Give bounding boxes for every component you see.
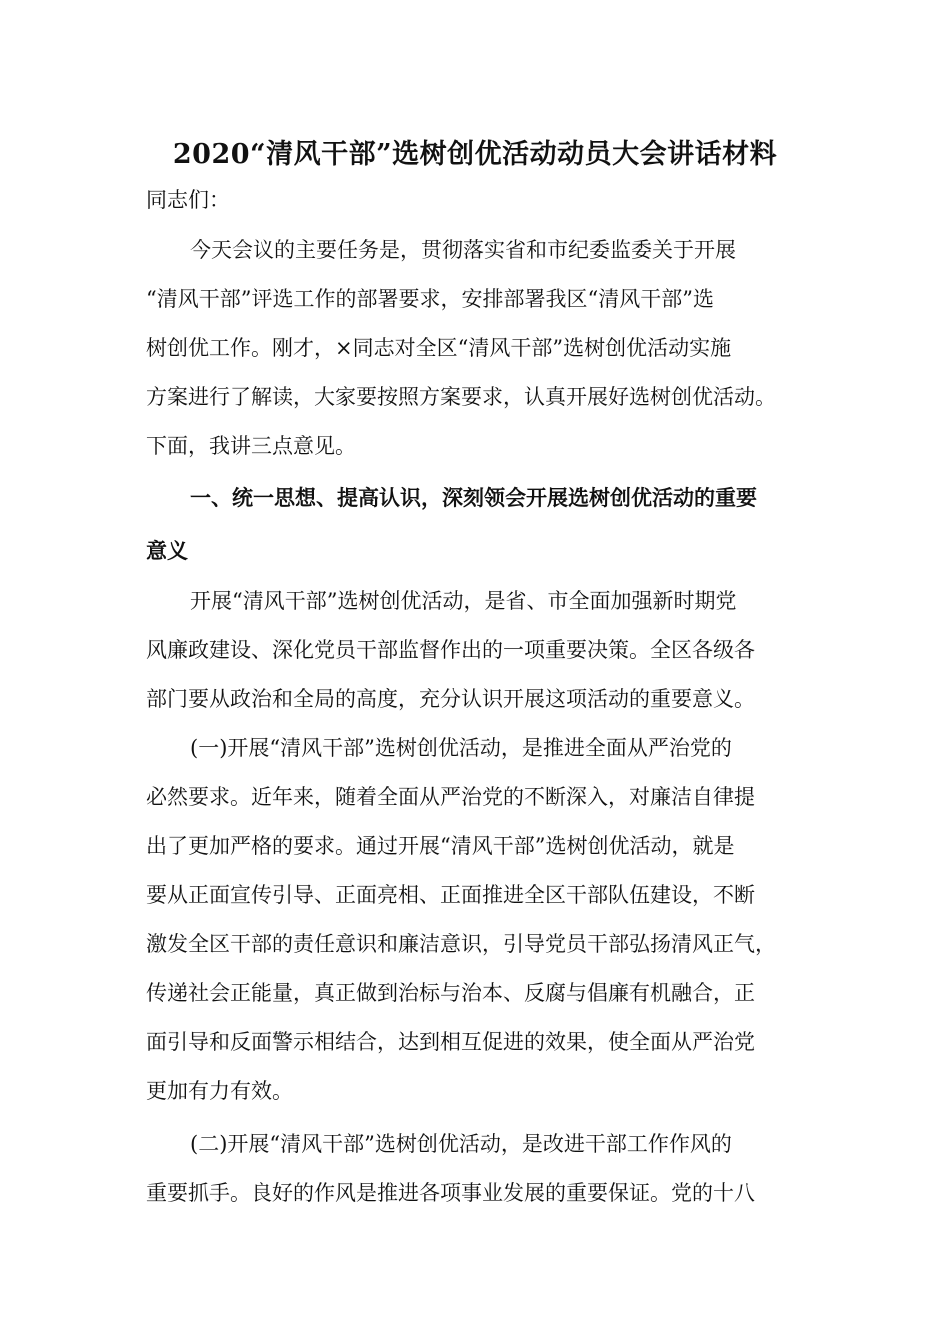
paragraph-line: 重要抓手。良好的作风是推进各项事业发展的重要保证。党的十八: [146, 1181, 755, 1205]
paragraph-line: 方案进行了解读，大家要按照方案要求，认真开展好选树创优活动。: [146, 385, 776, 409]
paragraph-line: 开展“清风干部”选树创优活动，是省、市全面加强新时期党: [190, 589, 737, 613]
heading-line: 一、统一思想、提高认识，深刻领会开展选树创优活动的重要: [190, 485, 757, 510]
paragraph-line: 下面，我讲三点意见。: [146, 434, 356, 458]
paragraph-point-2: [146, 1120, 806, 1218]
salutation: 同志们：: [146, 188, 230, 212]
paragraph-significance: [146, 577, 806, 724]
paragraph-intro: [146, 226, 806, 471]
paragraph-line: 树创优工作。刚才，×同志对全区“清风干部”选树创优活动实施: [146, 336, 732, 360]
paragraph-line: 要从正面宣传引导、正面亮相、正面推进全区干部队伍建设，不断: [146, 883, 755, 907]
paragraph-line: 出了更加严格的要求。通过开展“清风干部”选树创优活动，就是: [146, 834, 735, 858]
paragraph-line: 传递社会正能量，真正做到治标与治本、反腐与倡廉有机融合，正: [146, 981, 755, 1005]
paragraph-line: 部门要从政治和全局的高度，充分认识开展这项活动的重要意义。: [146, 687, 755, 711]
section-heading-1: [146, 471, 806, 577]
paragraph-line: 更加有力有效。: [146, 1079, 293, 1103]
paragraph-line: (一)开展“清风干部”选树创优活动，是推进全面从严治党的: [190, 736, 732, 760]
paragraph-line: 必然要求。近年来，随着全面从严治党的不断深入，对廉洁自律提: [146, 785, 755, 809]
paragraph-line: 面引导和反面警示相结合，达到相互促进的效果，使全面从严治党: [146, 1030, 755, 1054]
paragraph-line: (二)开展“清风干部”选树创优活动，是改进干部工作作风的: [190, 1132, 732, 1156]
paragraph-line: 今天会议的主要任务是，贯彻落实省和市纪委监委关于开展: [190, 238, 736, 262]
heading-line: 意义: [146, 538, 188, 563]
paragraph-line: 风廉政建设、深化党员干部监督作出的一项重要决策。全区各级各: [146, 638, 755, 662]
paragraph-line: “清风干部”评选工作的部署要求，安排部署我区“清风干部”选: [146, 287, 714, 311]
paragraph-line: 激发全区干部的责任意识和廉洁意识，引导党员干部弘扬清风正气，: [146, 932, 776, 956]
document-title: 2020“清风干部”选树创优活动动员大会讲话材料: [172, 139, 778, 170]
document-body: [146, 226, 806, 1218]
paragraph-point-1: [146, 724, 806, 1116]
